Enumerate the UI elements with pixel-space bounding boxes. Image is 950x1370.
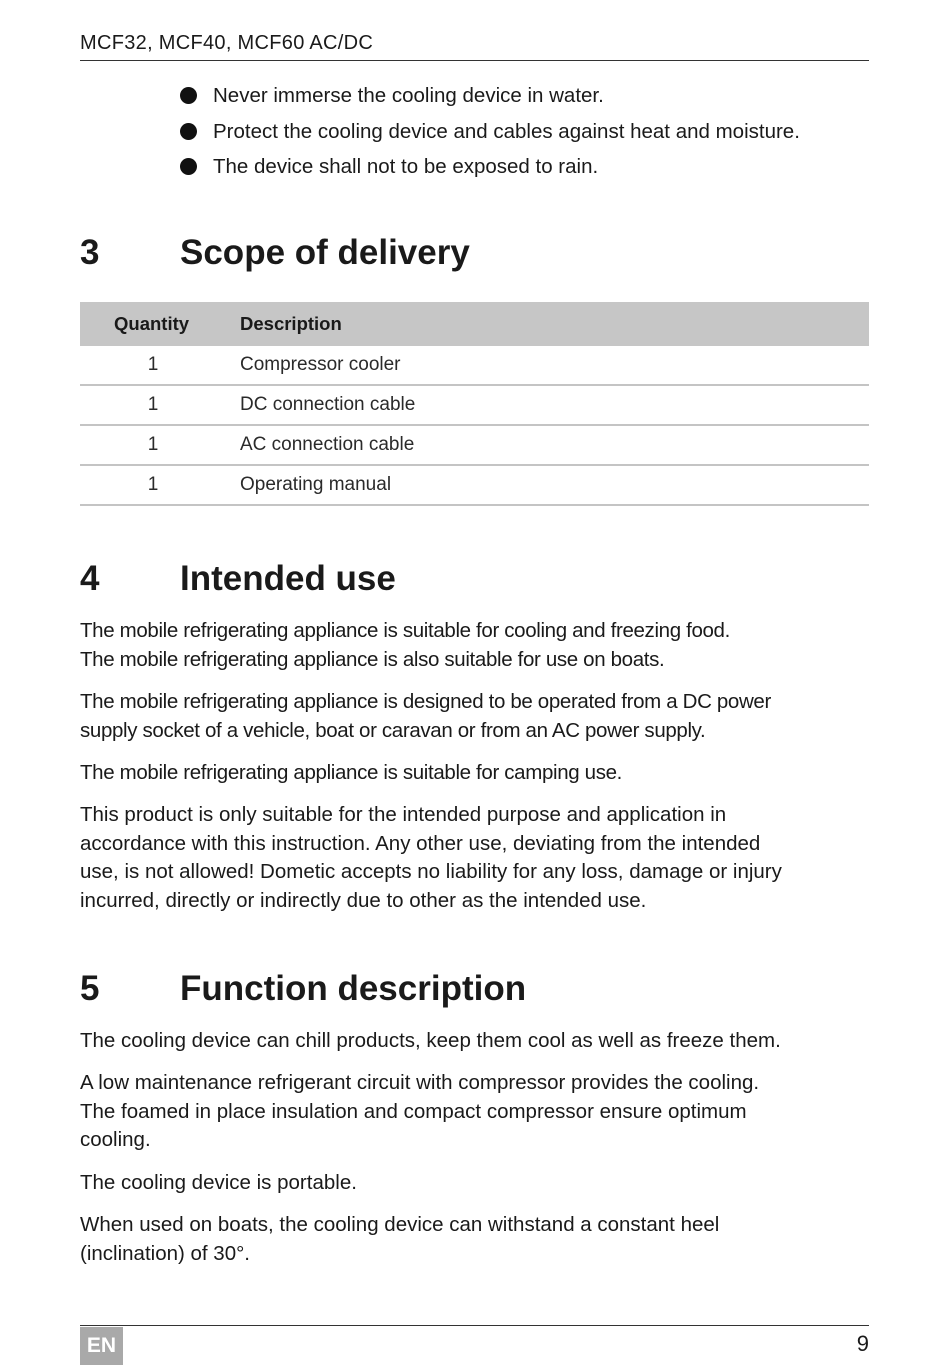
table-row (80, 346, 869, 385)
function-description-paragraph: A low maintenance refrigerant circuit with compressor provides the cooling. The foamed in place insulation and compact compressor ensure optimum cooling. (80, 1071, 760, 1151)
description-cell: Operating manual (240, 465, 869, 505)
bullet-item: The device shall not to be exposed to rain. (180, 149, 880, 185)
language-badge: EN (80, 1327, 123, 1365)
section-number: 5 (80, 969, 100, 1008)
running-header (80, 30, 869, 61)
function-description-paragraph: The cooling device can chill products, keep them cool as well as freeze them. (80, 1029, 781, 1052)
model-line: MCF32, MCF40, MCF60 AC/DC (80, 32, 374, 54)
footer-rule (80, 1325, 869, 1326)
section-title: Scope of delivery (180, 233, 470, 272)
intended-use-paragraph: This product is only suitable for the intended purpose and application in accordance with this instruction. Any other use, deviating from the intended use, is not allowed! Dometic accepts no liability for any loss, damage or injury incurred, directly or indirectly due to other as the intended use. (80, 803, 782, 912)
bullet-item: Never immerse the cooling device in water. (180, 78, 880, 114)
quantity-cell: 1 (80, 465, 240, 505)
scope-of-delivery-table (80, 302, 869, 506)
safety-bullet-list (180, 78, 880, 185)
section-heading-scope-of-delivery (80, 230, 869, 276)
quantity-cell: 1 (80, 385, 240, 425)
bullet-dot-icon (180, 123, 197, 140)
section-heading-function-description (80, 966, 869, 1012)
section-number: 4 (80, 559, 100, 598)
section-number: 3 (80, 233, 100, 272)
function-description-paragraph: When used on boats, the cooling device can withstand a constant heel (inclination) of 30°. (80, 1213, 720, 1265)
description-cell: AC connection cable (240, 425, 869, 465)
column-header-description: Description (240, 302, 869, 346)
manual-page (80, 0, 869, 1370)
bullet-dot-icon (180, 87, 197, 104)
quantity-cell: 1 (80, 425, 240, 465)
bullet-item: Protect the cooling device and cables against heat and moisture. (180, 114, 880, 150)
table-row (80, 465, 869, 505)
quantity-cell: 1 (80, 346, 240, 385)
table-header-row (80, 302, 869, 346)
description-cell: DC connection cable (240, 385, 869, 425)
section-title: Function description (180, 969, 527, 1008)
intended-use-paragraph: The mobile refrigerating appliance is designed to be operated from a DC power supply socket of a vehicle, boat or caravan or from an AC power supply. (80, 690, 771, 742)
bullet-dot-icon (180, 158, 197, 175)
intended-use-paragraph: The mobile refrigerating appliance is suitable for cooling and freezing food. The mobile refrigerating appliance is also suitable for use on boats. (80, 619, 730, 671)
section-title: Intended use (180, 559, 396, 598)
section-heading-intended-use (80, 556, 869, 602)
table-row (80, 425, 869, 465)
table-row (80, 385, 869, 425)
intended-use-paragraph: The mobile refrigerating appliance is suitable for camping use. (80, 761, 623, 784)
column-header-quantity: Quantity (80, 302, 240, 346)
page-number: 9 (856, 1331, 869, 1356)
function-description-paragraph: The cooling device is portable. (80, 1171, 357, 1194)
description-cell: Compressor cooler (240, 346, 869, 385)
